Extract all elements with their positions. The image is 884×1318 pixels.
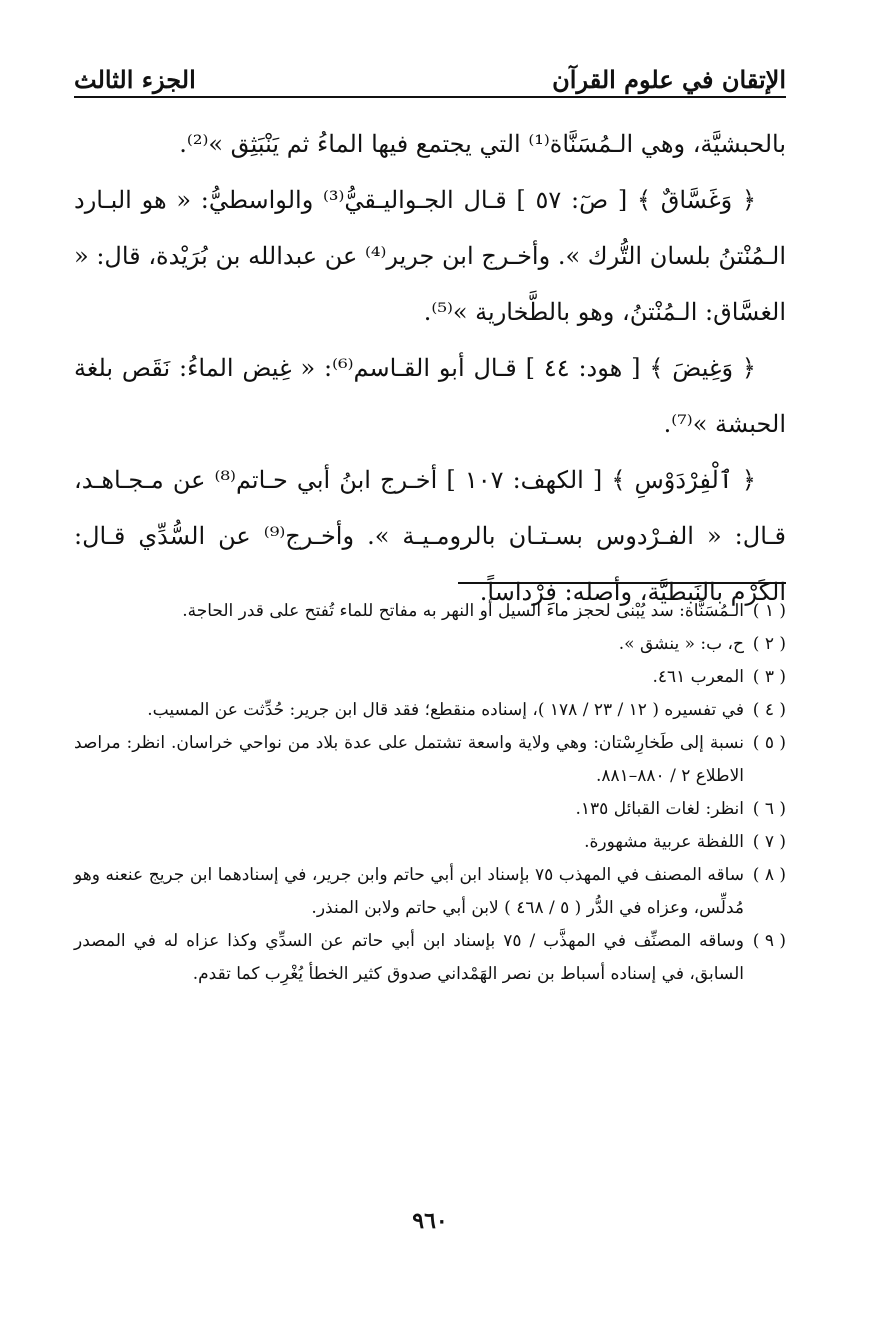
footnote xyxy=(74,793,786,826)
footnote xyxy=(74,826,786,859)
footnote-text: انظر: لغات القبائل ١٣٥. xyxy=(575,799,744,819)
footnote-number: ( ٥ ) xyxy=(752,733,786,753)
footnote-number: ( ٢ ) xyxy=(752,634,786,654)
footnote-text: نسبة إلى طَخارِسْتان: وهي ولاية واسعة تشتمل على عدة بلاد من نواحي خراسان. انظر: مراصد الاطلاع ٢ / ٨٨٠–٨٨١. xyxy=(74,733,744,786)
paragraph: ﴿ وَغِيضَ ﴾ [ هود: ٤٤ ] قـال أبو القـاسم⁽⁶⁾: « غِيض الماءُ: نَقَص بلغة الحبشة »⁽⁷⁾. xyxy=(74,354,786,438)
footnote xyxy=(74,694,786,727)
running-header xyxy=(74,54,786,94)
footnote-number: ( ٣ ) xyxy=(752,667,786,687)
book-title: الإتقان في علوم القرآن xyxy=(552,65,786,94)
footnote-rule xyxy=(458,582,786,584)
footnote-text: اللفظة عربية مشهورة. xyxy=(584,832,744,852)
footnote-text: في تفسيره ( ١٢ / ٢٣ / ١٧٨ )، إسناده منقطع؛ فقد قال ابن جرير: حُدِّثت عن المسيب. xyxy=(147,700,744,720)
main-text xyxy=(74,116,786,620)
footnote-number: ( ٨ ) xyxy=(752,865,786,885)
footnote-number: ( ٤ ) xyxy=(752,700,786,720)
paragraph: ﴿ ٱلْفِرْدَوْسِ ﴾ [ الكهف: ١٠٧ ] أخـرج ابنُ أبي حـاتم⁽⁸⁾ عن مـجـاهـد، قـال: « الفـرْدوس بسـتـان بالرومـيـة ». وأخـرج⁽⁹⁾ عن السُّدِّي قـال: الكَرْم بالنَبطيَّة، وأصله: فِرْداساً. xyxy=(74,466,787,606)
footnote-text: المعرب ٤٦١. xyxy=(652,667,744,687)
footnote-number: ( ٩ ) xyxy=(752,931,786,951)
footnote-number: ( ١ ) xyxy=(752,601,786,621)
header-rule xyxy=(74,96,786,98)
footnote xyxy=(74,661,786,694)
footnotes xyxy=(74,595,786,991)
page-number: ٩٦٠ xyxy=(412,1208,448,1234)
volume-label: الجزء الثالث xyxy=(74,65,196,94)
footnote xyxy=(74,859,786,925)
footnote-text: ساقه المصنف في المهذب ٧٥ بإسناد ابن أبي حاتم وابن جرير، في إسنادهما ابن جريج عنعنه وهو مُدلِّس، وعزاه في الدُّر ( ٥ / ٤٦٨ ) لابن أبي حاتم ولابن المنذر. xyxy=(74,865,744,918)
footnote xyxy=(74,628,786,661)
footnote-number: ( ٧ ) xyxy=(752,832,786,852)
footnote xyxy=(74,727,786,793)
footnote xyxy=(74,595,786,628)
book-page xyxy=(74,40,786,1290)
footnote xyxy=(74,925,786,991)
footnote-number: ( ٦ ) xyxy=(752,799,786,819)
paragraph: ﴿ وَغَسَّاقٌ ﴾ [ صٓ: ٥٧ ] قـال الجـواليـقيُّ⁽³⁾ والواسطيُّ: « هو البـارد الـمُنْتنُ بلسان التُّرك ». وأخـرج ابن جرير⁽⁴⁾ عن عبدالله بن بُرَيْدة، قال: « الغسَّاق: الـمُنْتنُ، وهو بالطَّخارية »⁽⁵⁾. xyxy=(74,186,786,326)
footnote-text: الـمُسَنَّاة: سد يُبْنى لحجز ماء السيل أو النهر به مفاتح للماء تُفتح على قدر الحاجة. xyxy=(182,601,744,621)
paragraph: بالحبشيَّة، وهي الـمُسَنَّاة⁽¹⁾ التي يجتمع فيها الماءُ ثم يَنْبَثِق »⁽²⁾. xyxy=(179,130,786,158)
footnote-text: ح، ب: « ينشق ». xyxy=(618,634,744,654)
footnote-text: وساقه المصنِّف في المهذَّب / ٧٥ بإسناد ابن أبي حاتم عن السدِّي وكذا عزاه له في المصدر السابق، في إسناده أسباط بن نصر الهَمْداني صدوق كثير الخطأ يُغْرِب كما تقدم. xyxy=(74,931,744,984)
